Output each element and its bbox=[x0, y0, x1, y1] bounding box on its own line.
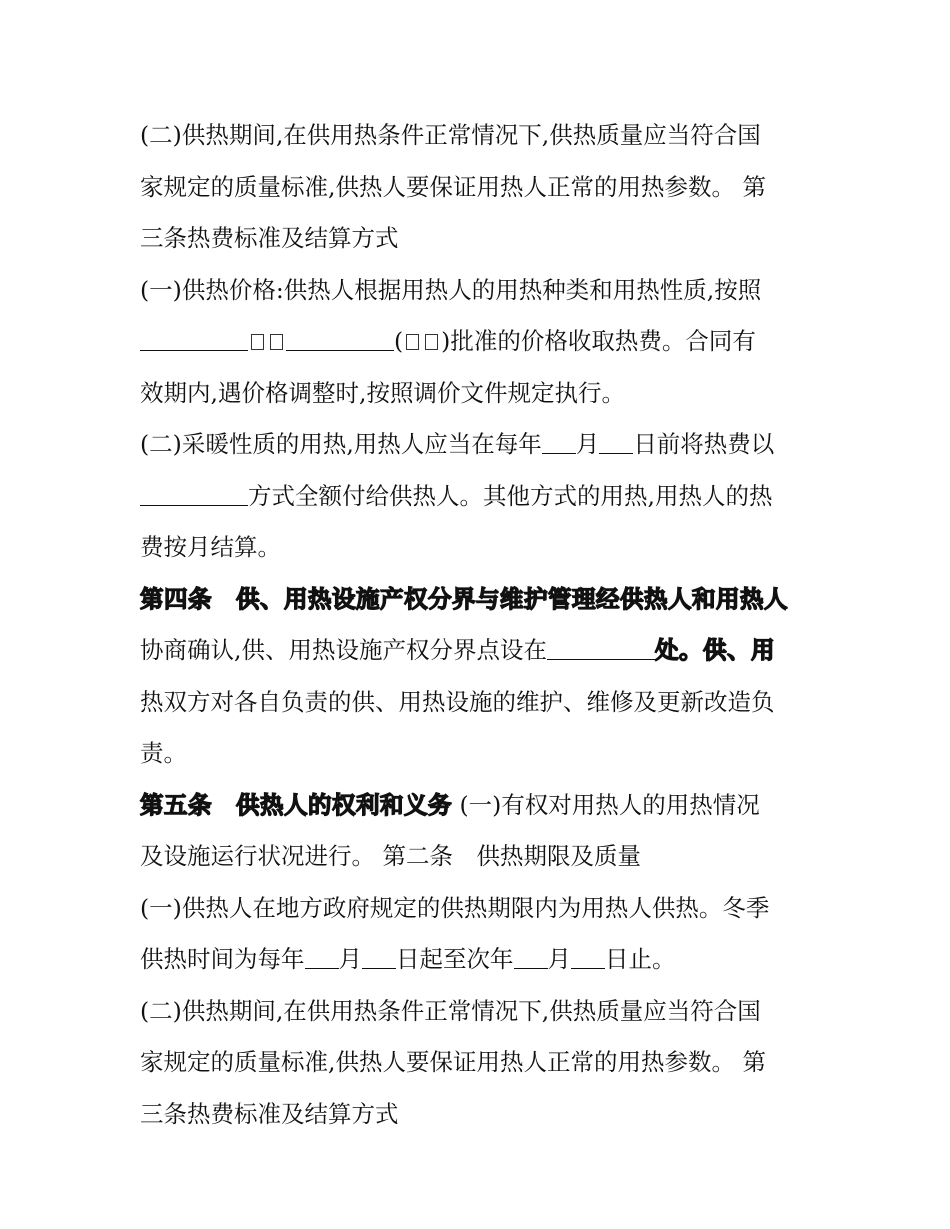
text-fragment-outlined: 处。供、用 bbox=[654, 636, 775, 664]
fill-in-blank bbox=[305, 946, 339, 969]
text-fragment: 月 bbox=[575, 430, 600, 458]
text-line bbox=[140, 419, 820, 471]
missing-glyph-box bbox=[270, 334, 283, 350]
text-line: ( )批准的价格收取热费。合同有 bbox=[140, 316, 820, 368]
text-line: 热双方对各自负责的供、用热设施的维护、维修及更新改造负 bbox=[140, 687, 775, 716]
fill-in-blank bbox=[514, 946, 548, 969]
missing-glyph-box bbox=[425, 334, 438, 350]
text-fragment: 日止。 bbox=[605, 945, 676, 973]
text-line: 家规定的质量标准,供热人要保证用热人正常的用热参数。 第 bbox=[140, 172, 766, 201]
text-line: 费按月结算。 bbox=[140, 533, 281, 561]
text-fragment: 供热时间为每年 bbox=[140, 945, 305, 973]
text-line bbox=[140, 625, 820, 677]
text-fragment: )批准的价格收取热费。合同有 bbox=[441, 327, 756, 355]
fill-in-blank bbox=[599, 431, 633, 454]
article-heading-outlined: 第五条 供热人的权利和义务 bbox=[140, 790, 452, 819]
text-fragment: 日起至次年 bbox=[396, 945, 514, 973]
fill-in-blank bbox=[140, 328, 248, 351]
text-fragment: 方式全额付给供热人。其他方式的用热,用热人的热 bbox=[248, 481, 773, 510]
text-line bbox=[140, 780, 820, 832]
text-line: 及设施运行状况进行。 第二条 供热期限及质量 bbox=[140, 842, 641, 870]
text-fragment: (一)有权对用热人的用热情况 bbox=[452, 790, 760, 819]
text-fragment: 月 bbox=[547, 945, 571, 973]
text-line bbox=[140, 934, 820, 986]
article-heading-outlined: 第四条 供、用热设施产权分界与维护管理经供热人和用热人 bbox=[140, 584, 788, 613]
fill-in-blank bbox=[140, 483, 248, 506]
fill-in-blank bbox=[542, 431, 576, 454]
text-line: 三条热费标准及结算方式 bbox=[140, 224, 399, 252]
text-line: (一)供热人在地方政府规定的供热期限内为用热人供热。冬季 bbox=[140, 893, 770, 922]
fill-in-blank bbox=[286, 328, 394, 351]
fill-in-blank bbox=[362, 946, 396, 969]
text-line: 效期内,遇价格调整时,按照调价文件规定执行。 bbox=[140, 378, 625, 407]
text-line: (二)供热期间,在供用热条件正常情况下,供热质量应当符合国 bbox=[140, 996, 761, 1025]
text-fragment: 协商确认,供、用热设施产权分界点设在 bbox=[140, 636, 547, 664]
missing-glyph-box bbox=[406, 334, 419, 350]
text-line: 三条热费标准及结算方式 bbox=[140, 1099, 399, 1128]
missing-glyph-box bbox=[251, 334, 264, 350]
text-line: 责。 bbox=[140, 739, 187, 767]
fill-in-blank bbox=[571, 946, 605, 969]
fill-in-blank bbox=[547, 637, 655, 660]
text-fragment: 月 bbox=[338, 945, 362, 973]
text-line bbox=[140, 471, 820, 523]
text-fragment: (二)采暖性质的用热,用热人应当在每年 bbox=[140, 430, 542, 458]
document-body bbox=[140, 110, 820, 1140]
text-line: 家规定的质量标准,供热人要保证用热人正常的用热参数。 第 bbox=[140, 1048, 766, 1076]
text-line: (一)供热价格:供热人根据用热人的用热种类和用热性质,按照 bbox=[140, 275, 762, 304]
text-fragment: 日前将热费以 bbox=[633, 430, 775, 458]
text-line: (二)供热期间,在供用热条件正常情况下,供热质量应当符合国 bbox=[140, 121, 761, 149]
